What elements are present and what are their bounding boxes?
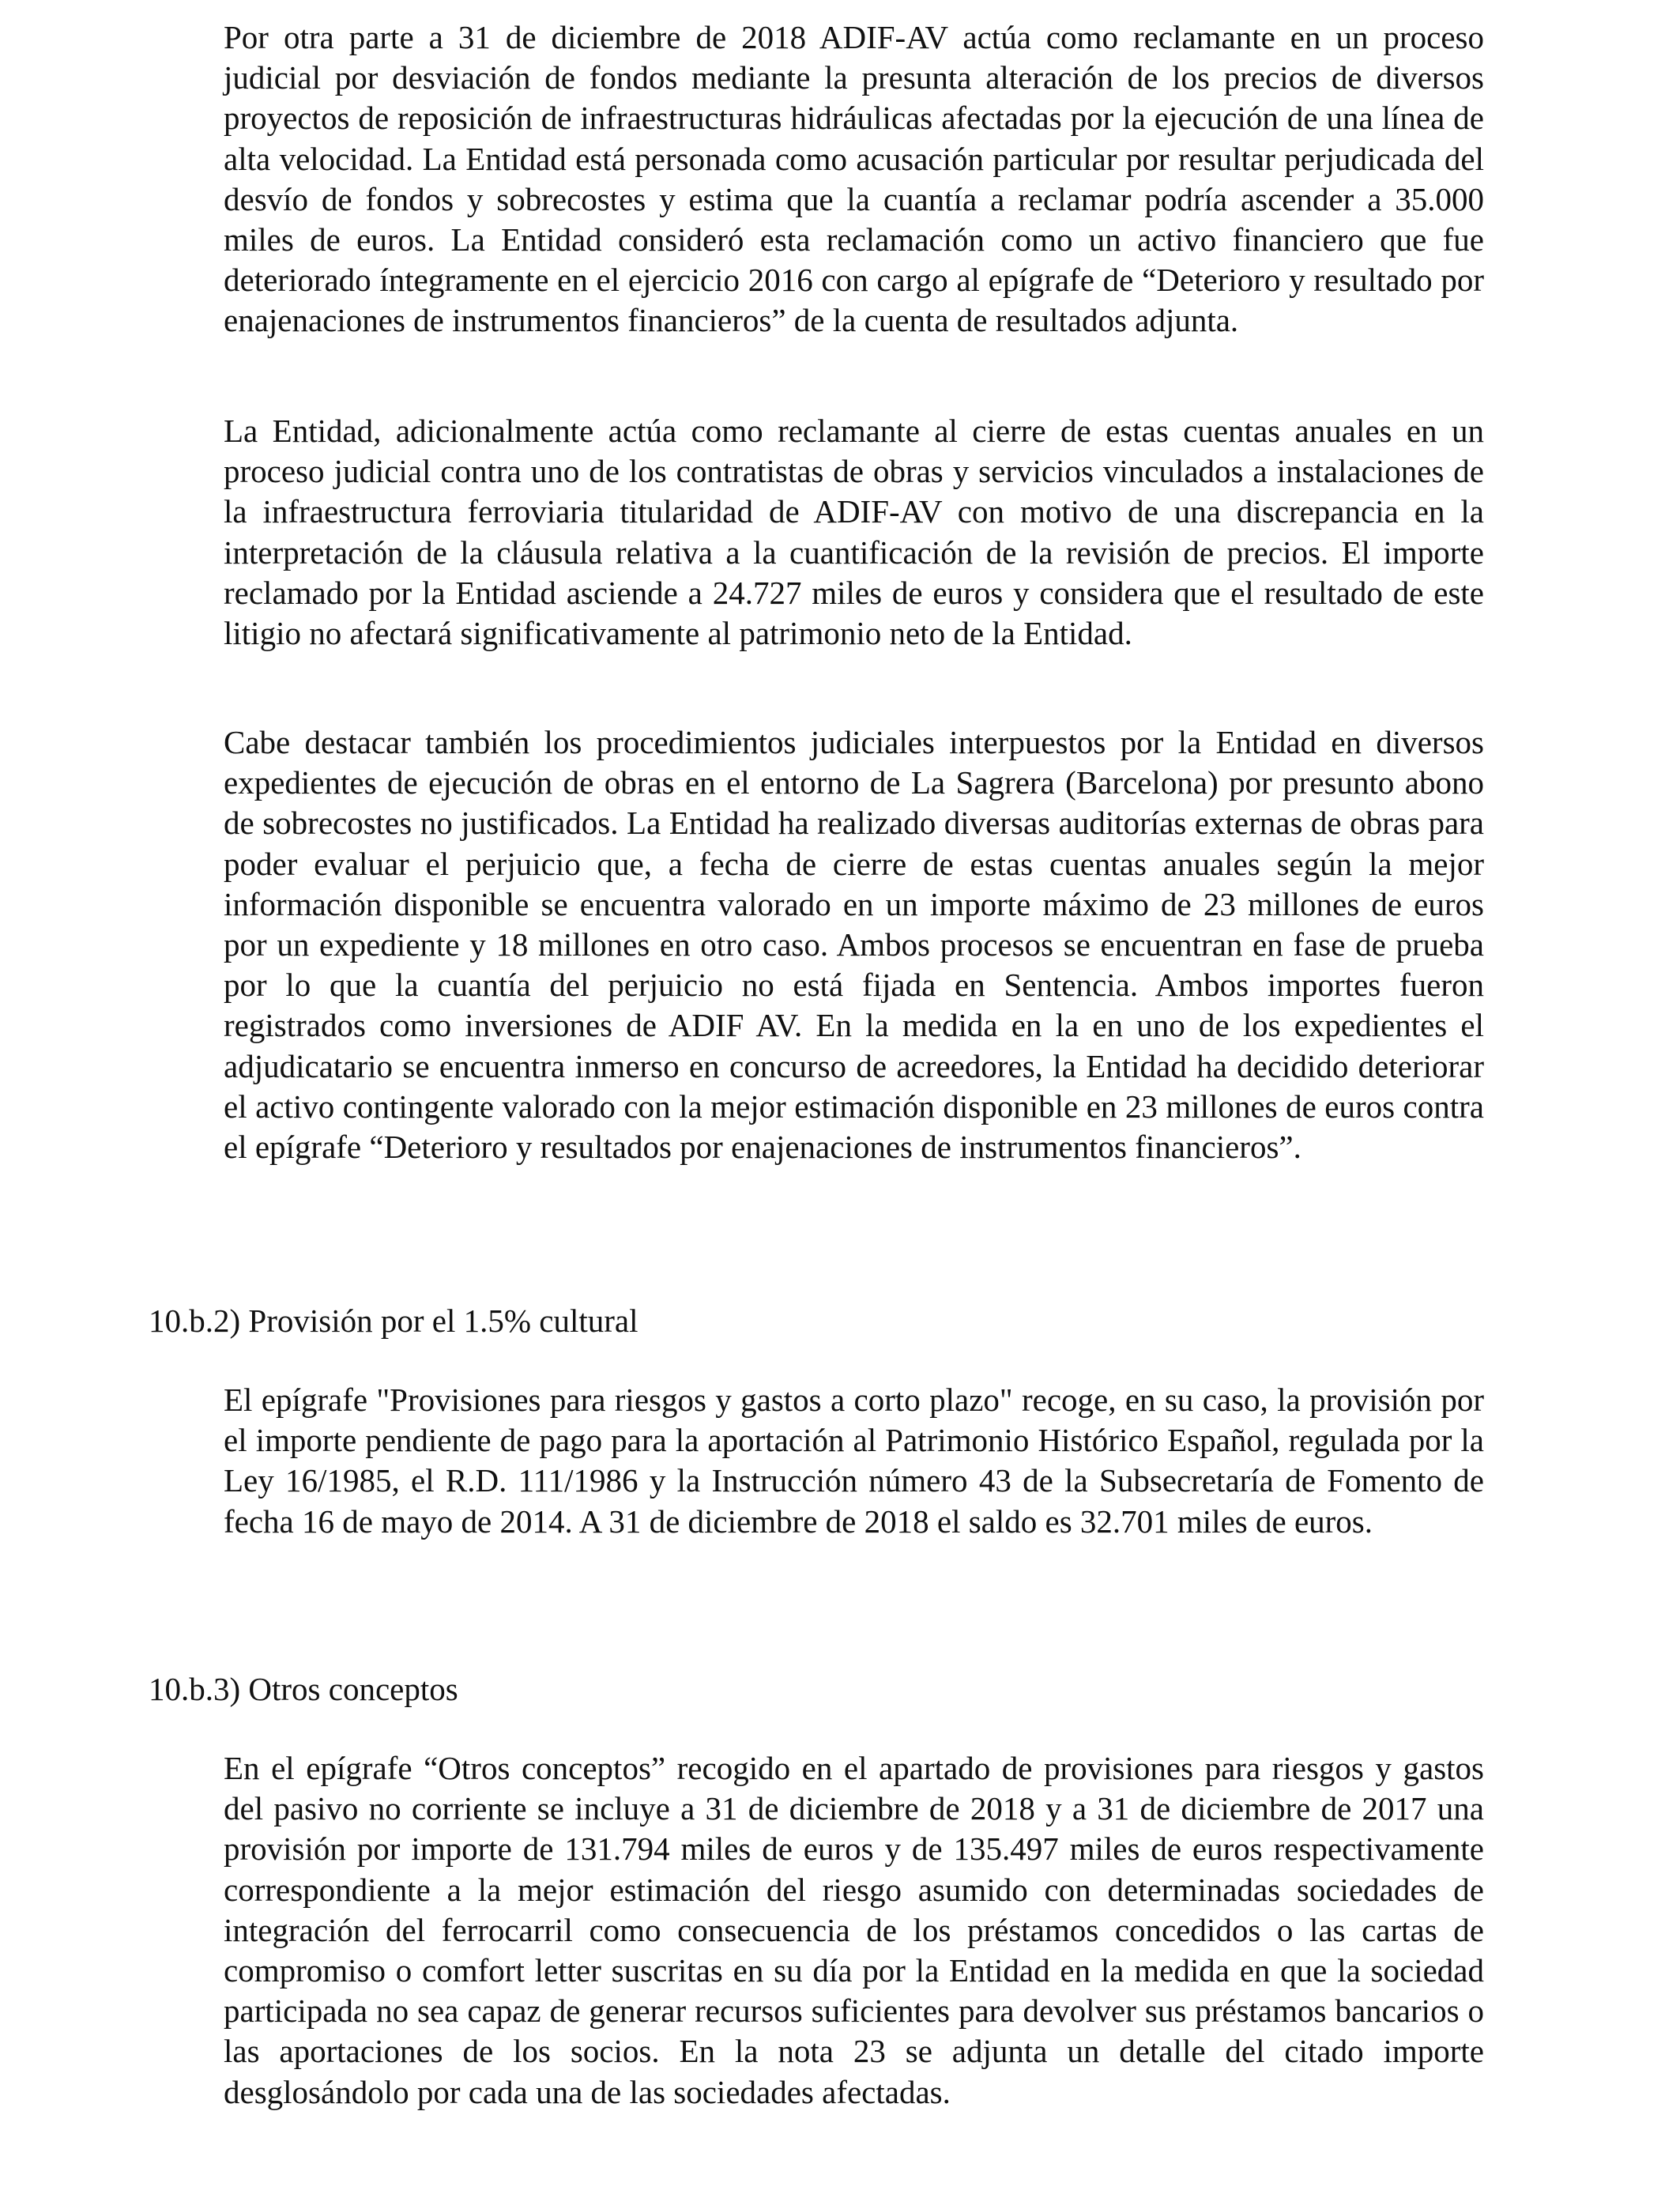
paragraph-adif-reclamacion-fondos: Por otra parte a 31 de diciembre de 2018 ADIF-AV actúa como reclamante en un proceso judicial por desviación de fondos mediante la presunta alteración de los precios de diversos proyectos de reposición de infraestructuras hidráulicas afectadas por la ejecución de una línea de alta velocidad. La Entidad está personada como acusación particular por resultar perjudicada del desvío de fondos y sobrecostes y estima que la cuantía a reclamar podría ascender a 35.000 miles de euros. La Entidad consideró esta reclamación como un activo financiero que fue deteriorado íntegramente en el ejercicio 2016 con cargo al epígrafe de “Deterioro y resultado por enajenaciones de instrumentos financieros” de la cuenta de resultados adjunta.	[224, 19, 1484, 339]
section-heading-otros-conceptos: 10.b.3) Otros conceptos	[149, 1671, 458, 1707]
paragraph-la-sagrera: Cabe destacar también los procedimientos judiciales interpuestos por la Entidad en diversos expedientes de ejecución de obras en el entorno de La Sagrera (Barcelona) por presunto abono de sobrecostes no justificados. La Entidad ha realizado diversas auditorías externas de obras para poder evaluar el perjuicio que, a fecha de cierre de estas cuentas anuales según la mejor información disponible se encuentra valorado en un importe máximo de 23 millones de euros por un expediente y 18 millones en otro caso. Ambos procesos se encuentran en fase de prueba por lo que la cuantía del perjuicio no está fijada en Sentencia. Ambos importes fueron registrados como inversiones de ADIF AV. En la medida en la en uno de los expedientes el adjudicatario se encuentra inmerso en concurso de acreedores, la Entidad ha decidido deteriorar el activo contingente valorado con la mejor estimación disponible en 23 millones de euros contra el epígrafe “Deterioro y resultados por enajenaciones de instrumentos financieros”.	[224, 724, 1484, 1166]
paragraph-otros-conceptos: En el epígrafe “Otros conceptos” recogido en el apartado de provisiones para riesgos y gastos del pasivo no corriente se incluye a 31 de diciembre de 2018 y a 31 de diciembre de 2017 una provisión por importe de 131.794 miles de euros y de 135.497 miles de euros respectivamente correspondiente a la mejor estimación del riesgo asumido con determinadas sociedades de integración del ferrocarril como consecuencia de los préstamos concedidos o las cartas de compromiso o comfort letter suscritas en su día por la Entidad en la medida en que la sociedad participada no sea capaz de generar recursos suficientes para devolver sus préstamos bancarios o las aportaciones de los socios. En la nota 23 se adjunta un detalle del citado importe desglosándolo por cada una de las sociedades afectadas.	[224, 1750, 1484, 2110]
paragraph-provision-cultural: El epígrafe "Provisiones para riesgos y gastos a corto plazo" recoge, en su caso, la provisión por el importe pendiente de pago para la aportación al Patrimonio Histórico Español, regulada por la Ley 16/1985, el R.D. 111/1986 y la Instrucción número 43 de la Subsecretaría de Fomento de fecha 16 de mayo de 2014. A 31 de diciembre de 2018 el saldo es 32.701 miles de euros.	[224, 1382, 1484, 1540]
paragraph-reclamacion-contratista: La Entidad, adicionalmente actúa como reclamante al cierre de estas cuentas anuales en un proceso judicial contra uno de los contratistas de obras y servicios vinculados a instalaciones de la infraestructura ferroviaria titularidad de ADIF-AV con motivo de una discrepancia en la interpretación de la cláusula relativa a la cuantificación de la revisión de precios. El importe reclamado por la Entidad asciende a 24.727 miles de euros y considera que el resultado de este litigio no afectará significativamente al patrimonio neto de la Entidad.	[224, 413, 1484, 652]
section-heading-provision-cultural: 10.b.2) Provisión por el 1.5% cultural	[149, 1302, 638, 1339]
